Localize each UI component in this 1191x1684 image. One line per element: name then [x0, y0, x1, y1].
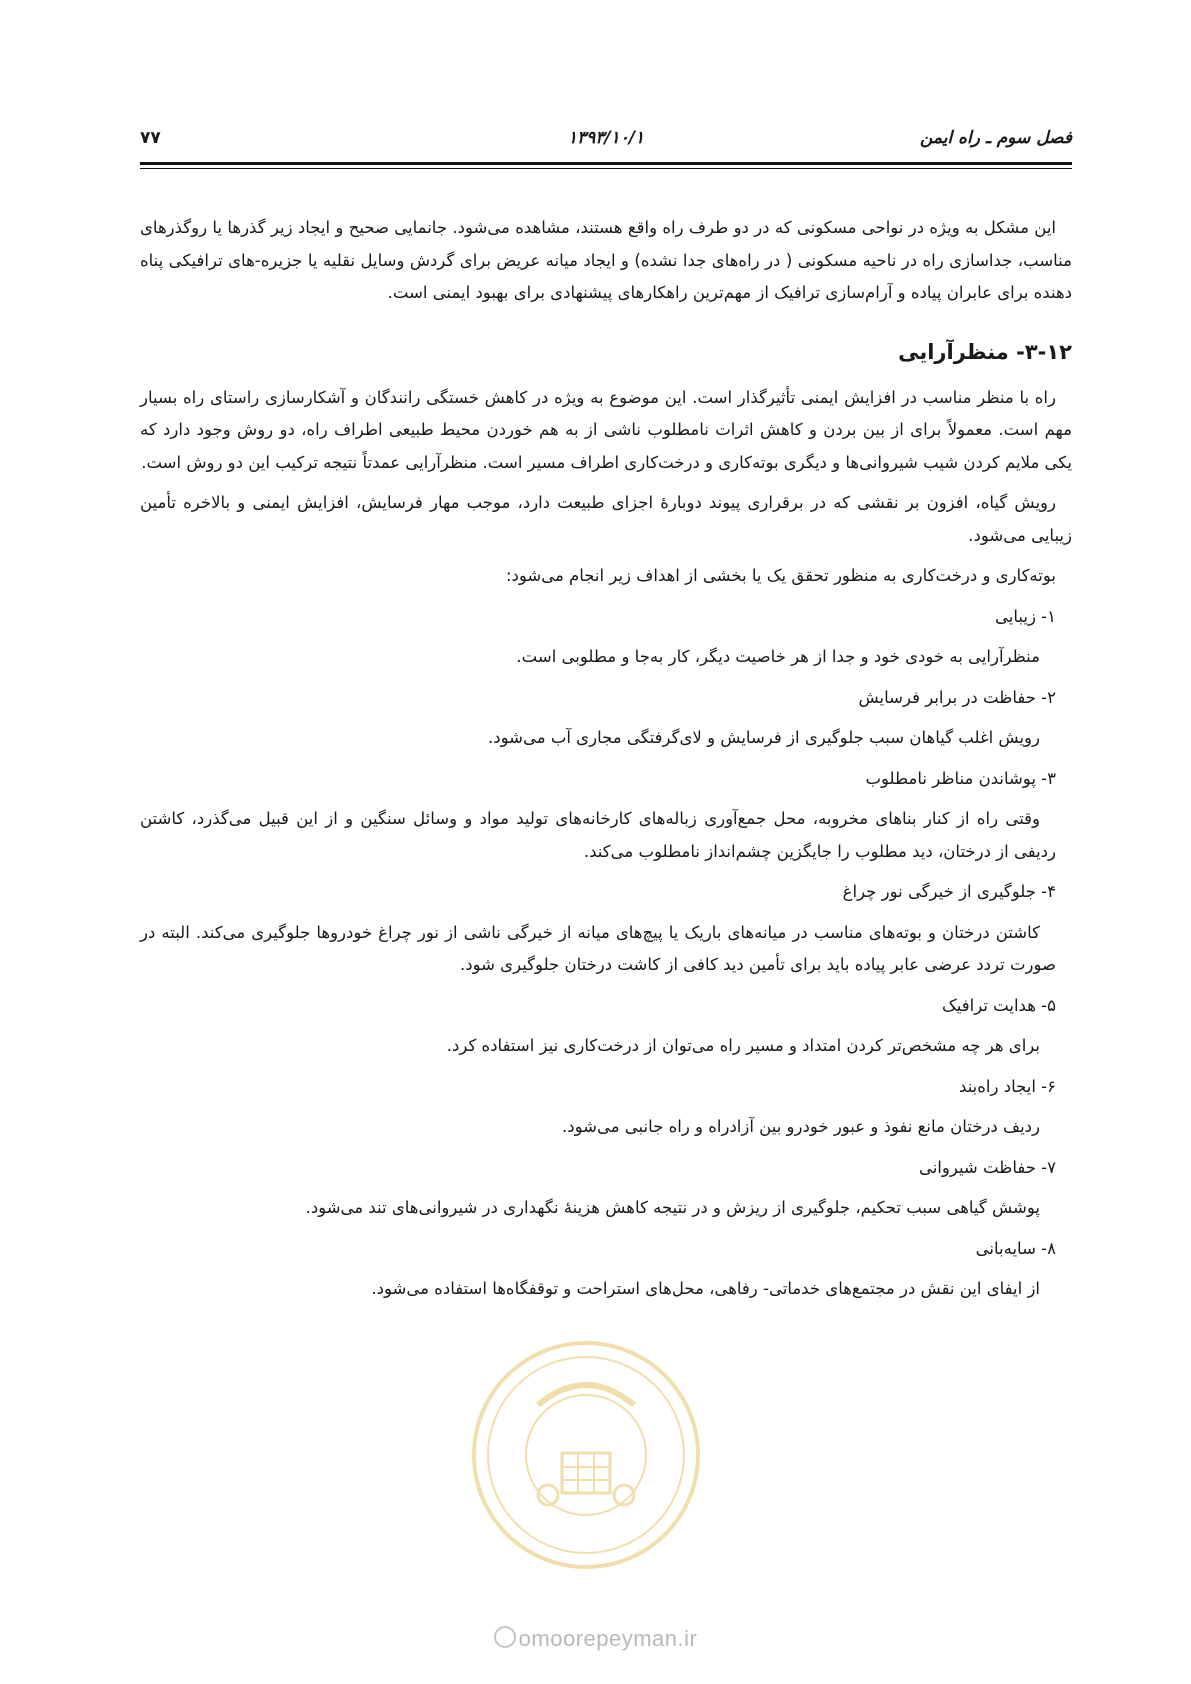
- list-item-description: منظرآرایی به خودی خود و جدا از هر خاصیت دیگر، کار به‌جا و مطلوبی است.: [516, 647, 1040, 666]
- list-item-title: ۶- ایجاد راه‌بند: [959, 1076, 1056, 1096]
- list-item-description: ردیف درختان مانع نفوذ و عبور خودرو بین آزادراه و راه جانبی می‌شود.: [562, 1117, 1040, 1136]
- watermark-seal-icon: [466, 1335, 706, 1575]
- header-rule-thick: [140, 162, 1072, 165]
- page-header: [140, 128, 1072, 154]
- list-item-title: ۴- جلوگیری از خیرگی نور چراغ: [842, 882, 1056, 901]
- list-item-title: ۵- هدایت ترافیک: [942, 995, 1056, 1015]
- list-item-description: وقتی راه از کنار بناهای مخروبه، محل جمع‌آوری زباله‌های کارخانه‌های تولید مواد و وسائل سنگین و از این قبیل می‌گذرد، کاشتن ردیفی از درختان، دید مطلوب را جایگزین چشم‌انداز نامطلوب می‌کند.: [140, 809, 1056, 861]
- list-item-title: ۱- زیبایی: [995, 606, 1056, 626]
- list-item-description: کاشتن درختان و بوته‌های مناسب در میانه‌های باریک یا پیچ‌های میانه از خیرگی ناشی از نور چراغ خودروها جلوگیری می‌کند. البته در صورت تردد عرضی عابر پیاده باید برای تأمین دید کافی از کاشت درختان جلوگیری شود.: [140, 922, 1056, 974]
- section-paragraph-2: رویش گیاه، افزون بر نقشی که در برقراری پیوند دوبارهٔ اجزای طبیعت دارد، موجب مهار فرسایش، افزایش ایمنی و بالاخره تأمین زیبایی می‌شود.: [140, 493, 1072, 545]
- at-icon: [494, 1626, 516, 1648]
- list-item-description: رویش اغلب گیاهان سبب جلوگیری از فرسایش و لای‌گرفتگی مجاری آب می‌شود.: [488, 728, 1040, 747]
- section-paragraph-3: بوته‌کاری و درخت‌کاری به منظور تحقق یک یا بخشی از اهداف زیر انجام می‌شود:: [505, 566, 1056, 585]
- chapter-title: فصل سوم ـ راه ایمن: [919, 128, 1072, 148]
- list-item-title: ۸- سایه‌بانی: [975, 1238, 1056, 1258]
- list-item-title: ۷- حفاظت شیروانی: [918, 1157, 1056, 1177]
- list-item-description: برای هر چه مشخص‌تر کردن امتداد و مسیر راه می‌توان از درخت‌کاری نیز استفاده کرد.: [446, 1036, 1040, 1055]
- section-heading: ۳-۱۲- منظرآرایی: [898, 339, 1072, 364]
- watermark-site: omoorepeyman.ir: [0, 1626, 1191, 1652]
- list-item-description: پوشش گیاهی سبب تحکیم، جلوگیری از ریزش و در نتیجه کاهش هزینهٔ نگهداری در شیروانی‌های تند می‌شود.: [305, 1198, 1040, 1217]
- header-date: ۱۳۹۳/۱۰/۱: [567, 128, 645, 148]
- intro-paragraph: این مشکل به ویژه در نواحی مسکونی که در دو طرف راه واقع هستند، مشاهده می‌شود. جانمایی صحیح و ایجاد زیر گذرها یا روگذرهای مناسب، جداسازی راه در ناحیه مسکونی ( در راه‌های جدا نشده) و ایجاد میانه عریض برای گردش وسایل نقلیه یا جزیره-های ترافیکی پناه دهنده برای عابران پیاده و آرام‌سازی ترافیک از مهم‌ترین راهکارهای پیشنهادی برای بهبود ایمنی است.: [140, 218, 1072, 302]
- list-item-description: از ایفای این نقش در مجتمع‌های خدماتی- رفاهی، محل‌های استراحت و توقفگاه‌ها استفاده می‌شود.: [371, 1279, 1040, 1298]
- list-item-title: ۳- پوشاندن مناظر نامطلوب: [865, 768, 1056, 788]
- page-number: ۷۷: [140, 128, 161, 148]
- header-rule-thin: [140, 168, 1072, 169]
- list-item-title: ۲- حفاظت در برابر فرسایش: [858, 687, 1056, 707]
- page-body: [140, 212, 1072, 1306]
- section-paragraph-1: راه با منظر مناسب در افزایش ایمنی تأثیرگذار است. این موضوع به ویژه در کاهش خستگی رانندگان و آشکارسازی راستای راه بسیار مهم است. معمولاً برای از بین بردن و کاهش اثرات نامطلوب ناشی از به هم خوردن محیط طبیعی اطراف راه، دو روش وجود دارد که یکی ملایم کردن شیب شیروانی‌ها و دیگری بوته‌کاری و درخت‌کاری اطراف مسیر است. منظرآرایی عمدتاً نتیجه ترکیب این دو روش است.: [140, 387, 1072, 472]
